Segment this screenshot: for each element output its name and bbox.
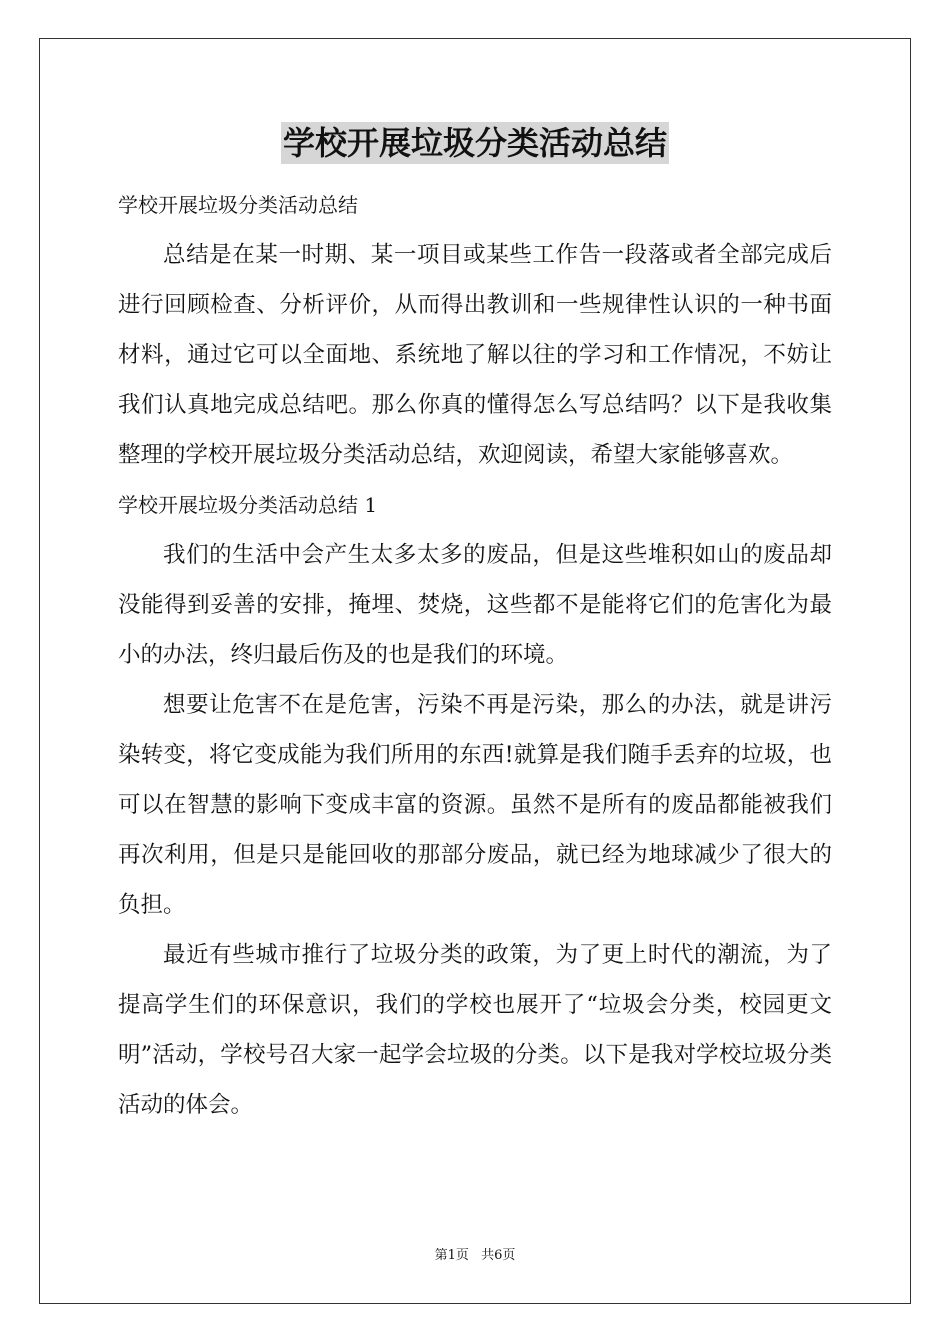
section-heading: 学校开展垃圾分类活动总结 1 (118, 493, 378, 517)
body-paragraph-3: 最近有些城市推行了垃圾分类的政策，为了更上时代的潮流，为了提高学生们的环保意识，我们的学校也展开了“垃圾会分类，校园更文明”活动，学校号召大家一起学会垃圾的分类。以下是我对学校垃圾分类活动的体会。 (118, 942, 832, 1118)
document-subtitle: 学校开展垃圾分类活动总结 (118, 193, 358, 217)
intro-paragraph: 总结是在某一时期、某一项目或某些工作告一段落或者全部完成后进行回顾检查、分析评价，从而得出教训和一些规律性认识的一种书面材料，通过它可以全面地、系统地了解以往的学习和工作情况，不妨让我们认真地完成总结吧。那么你真的懂得怎么写总结吗？以下是我收集整理的学校开展垃圾分类活动总结，欢迎阅读，希望大家能够喜欢。 (118, 242, 832, 468)
title-wrap (118, 122, 832, 176)
document-title: 学校开展垃圾分类活动总结 (282, 124, 667, 162)
body-paragraph-1: 我们的生活中会产生太多太多的废品，但是这些堆积如山的废品却没能得到妥善的安排，掩埋、焚烧，这些都不是能将它们的危害化为最小的办法，终归最后伤及的也是我们的环境。 (118, 542, 832, 668)
body-paragraph-2: 想要让危害不在是危害，污染不再是污染，那么的办法，就是讲污染转变，将它变成能为我们所用的东西!就算是我们随手丢弃的垃圾，也可以在智慧的影响下变成丰富的资源。虽然不是所有的废品都能被我们再次利用，但是只是能回收的那部分废品，就已经为地球减少了很大的负担。 (118, 692, 832, 918)
page-number-current: 第1页 (434, 1248, 469, 1263)
page-number-total: 共6页 (481, 1248, 516, 1263)
page-footer (0, 1244, 950, 1263)
document-body (118, 122, 832, 1130)
